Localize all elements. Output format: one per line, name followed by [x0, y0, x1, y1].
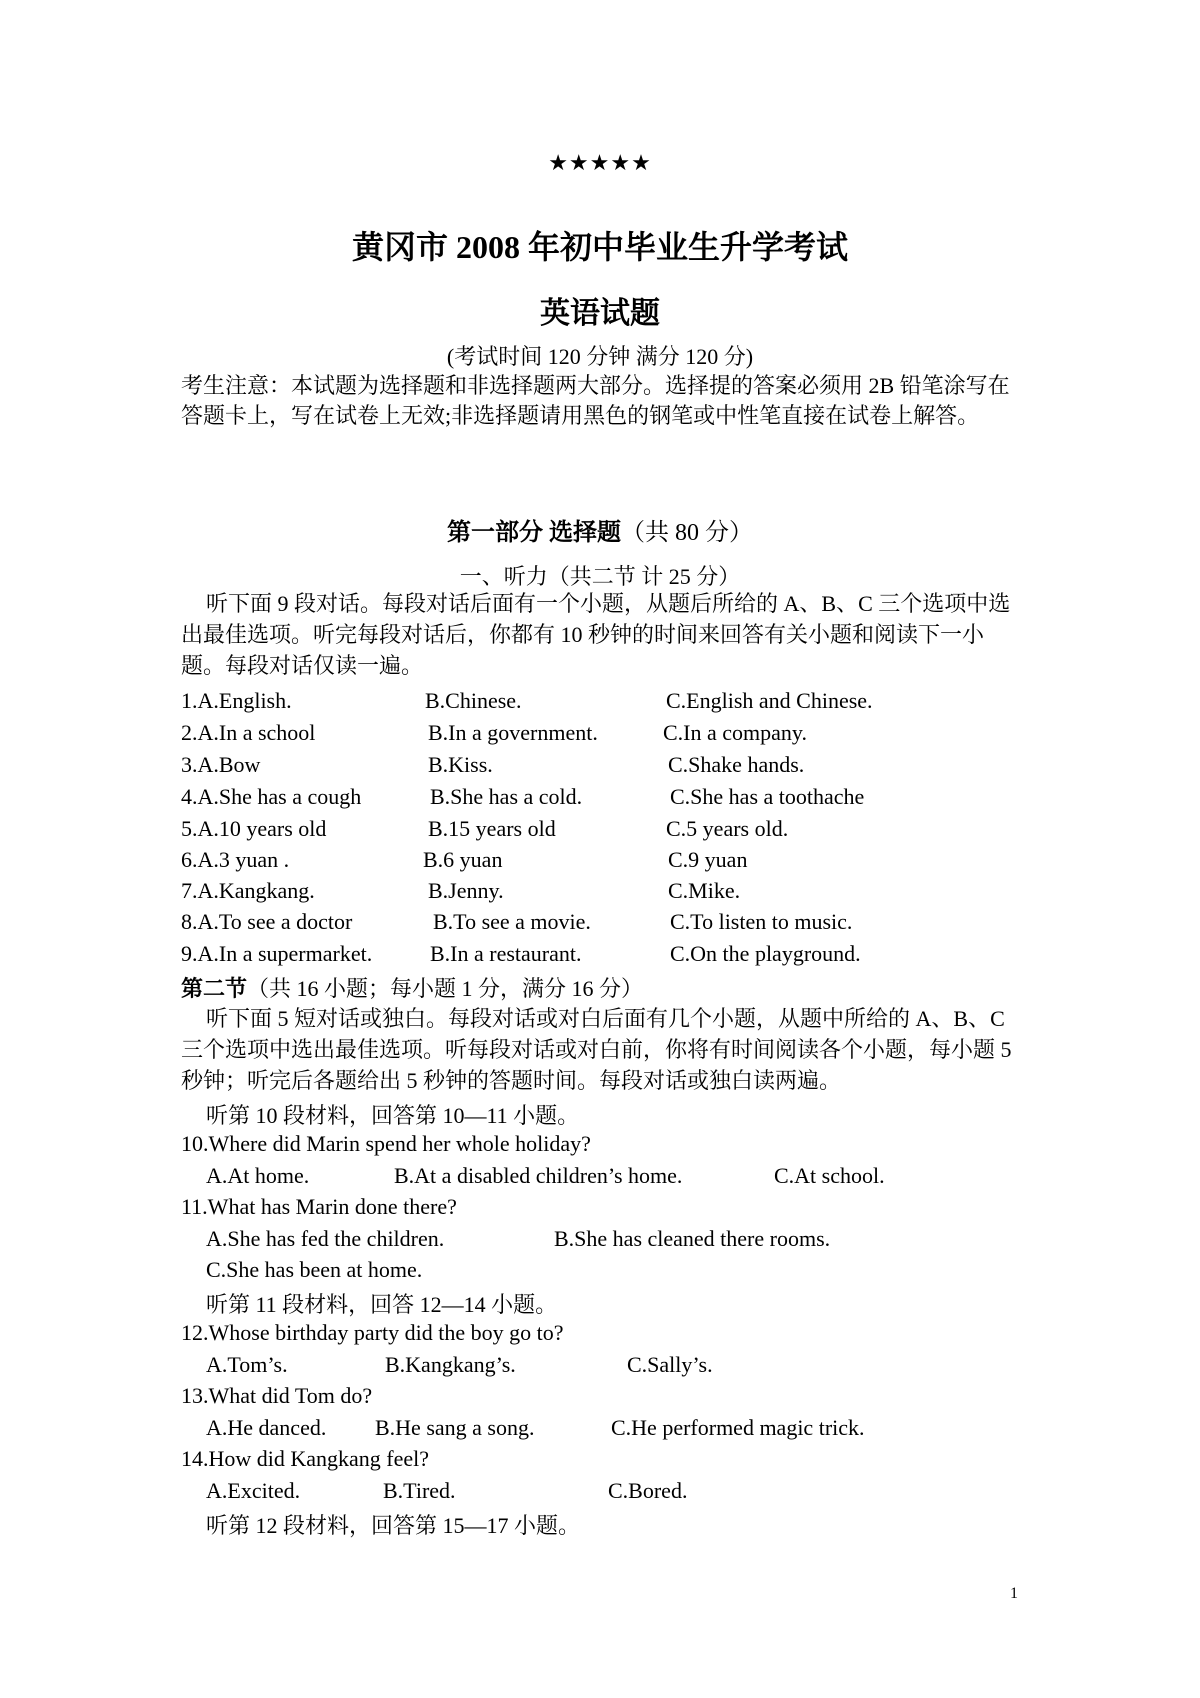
candidate-notice: 考生注意：本试题为选择题和非选择题两大部分。选择提的答案必须用 2B 铅笔涂写在答题卡上，写在试卷上无效;非选择题请用黑色的钢笔或中性笔直接在试卷上解答。: [181, 373, 1010, 428]
q12-option-a: A.Tom’s.: [206, 1352, 288, 1377]
option-b: B.Kiss.: [428, 752, 493, 777]
q14-option-c: C.Bored.: [608, 1478, 688, 1503]
option-c: C.She has a toothache: [670, 784, 865, 809]
question-10: 10.Where did Marin spend her whole holiday?: [181, 1131, 591, 1156]
material-11-instruction: 听第 11 段材料，回答 12—14 小题。: [206, 1292, 558, 1317]
option-c: C.On the playground.: [670, 941, 861, 966]
q10-option-a: A.At home.: [206, 1163, 310, 1188]
q10-option-b: B.At a disabled children’s home.: [394, 1163, 683, 1188]
option-a: 3.A.Bow: [181, 752, 261, 777]
option-a: 7.A.Kangkang.: [181, 878, 315, 903]
exam-info: (考试时间 120 分钟 满分 120 分): [446, 344, 754, 369]
option-b: B.She has a cold.: [430, 784, 583, 809]
question-13: 13.What did Tom do?: [181, 1383, 373, 1408]
question-11: 11.What has Marin done there?: [181, 1194, 457, 1219]
header-stars: ★★★★★: [548, 150, 652, 175]
option-c: C.9 yuan: [668, 847, 748, 872]
option-a: 1.A.English.: [181, 688, 292, 713]
part1-title: 第一部分 选择题: [447, 520, 621, 546]
option-a: 6.A.3 yuan .: [181, 847, 290, 872]
option-b: B.In a government.: [428, 720, 598, 745]
option-b: B.15 years old: [428, 816, 556, 841]
q11-option-c: C.She has been at home.: [206, 1257, 423, 1282]
q13-option-c: C.He performed magic trick.: [611, 1415, 865, 1440]
section2-title: 第二节: [181, 976, 248, 1001]
q11-option-a: A.She has fed the children.: [206, 1226, 445, 1251]
q12-option-b: B.Kangkang’s.: [385, 1352, 516, 1377]
option-b: B.To see a movie.: [433, 909, 591, 934]
option-c: C.5 years old.: [666, 816, 789, 841]
option-b: B.6 yuan: [423, 847, 503, 872]
option-a: 9.A.In a supermarket.: [181, 941, 373, 966]
q14-option-b: B.Tired.: [383, 1478, 456, 1503]
part1-heading: [0, 512, 1200, 547]
option-a: 5.A.10 years old: [181, 816, 327, 841]
section2-instructions: 听下面 5 短对话或独白。每段对话或对白后面有几个小题，从题中所给的 A、B、C 三个选项中选出最佳选项。听每段对话或对白前，你将有时间阅读各个小题，每小题 5 秒钟；听完后各题给出 5 秒钟的答题时间。每段对话或独白读两遍。: [181, 1006, 1012, 1093]
option-b: B.Chinese.: [425, 688, 522, 713]
option-a: 4.A.She has a cough: [181, 784, 362, 809]
option-c: C.To listen to music.: [670, 909, 853, 934]
material-10-instruction: 听第 10 段材料，回答第 10—11 小题。: [206, 1103, 580, 1128]
option-b: B.In a restaurant.: [430, 941, 582, 966]
q10-option-c: C.At school.: [774, 1163, 885, 1188]
section2-heading: [181, 972, 643, 1003]
option-c: C.In a company.: [663, 720, 807, 745]
question-12: 12.Whose birthday party did the boy go to?: [181, 1320, 564, 1345]
exam-title: 黄冈市 2008 年初中毕业生升学考试: [351, 229, 848, 265]
q13-option-b: B.He sang a song.: [375, 1415, 535, 1440]
exam-subtitle: 英语试题: [540, 297, 660, 330]
option-a: 2.A.In a school: [181, 720, 316, 745]
option-a: 8.A.To see a doctor: [181, 909, 353, 934]
option-b: B.Jenny.: [428, 878, 504, 903]
listening-instructions: 听下面 9 段对话。每段对话后面有一个小题，从题后所给的 A、B、C 三个选项中选出最佳选项。听完每段对话后，你都有 10 秒钟的时间来回答有关小题和阅读下一小题。每段对话仅读一遍。: [181, 591, 1011, 678]
part1-score: （共 80 分）: [621, 520, 753, 546]
option-c: C.Shake hands.: [668, 752, 805, 777]
q13-option-a: A.He danced.: [206, 1415, 327, 1440]
q11-option-b: B.She has cleaned there rooms.: [554, 1226, 831, 1251]
option-c: C.English and Chinese.: [666, 688, 873, 713]
q12-option-c: C.Sally’s.: [627, 1352, 713, 1377]
question-14: 14.How did Kangkang feel?: [181, 1446, 430, 1471]
listening-title: 一、听力（共二节 计 25 分）: [459, 564, 741, 589]
material-12-instruction: 听第 12 段材料，回答第 15—17 小题。: [206, 1513, 581, 1538]
section2-score: （共 16 小题；每小题 1 分，满分 16 分）: [247, 976, 644, 1001]
page-number: 1: [1010, 1585, 1018, 1602]
q14-option-a: A.Excited.: [206, 1478, 301, 1503]
option-c: C.Mike.: [668, 878, 741, 903]
